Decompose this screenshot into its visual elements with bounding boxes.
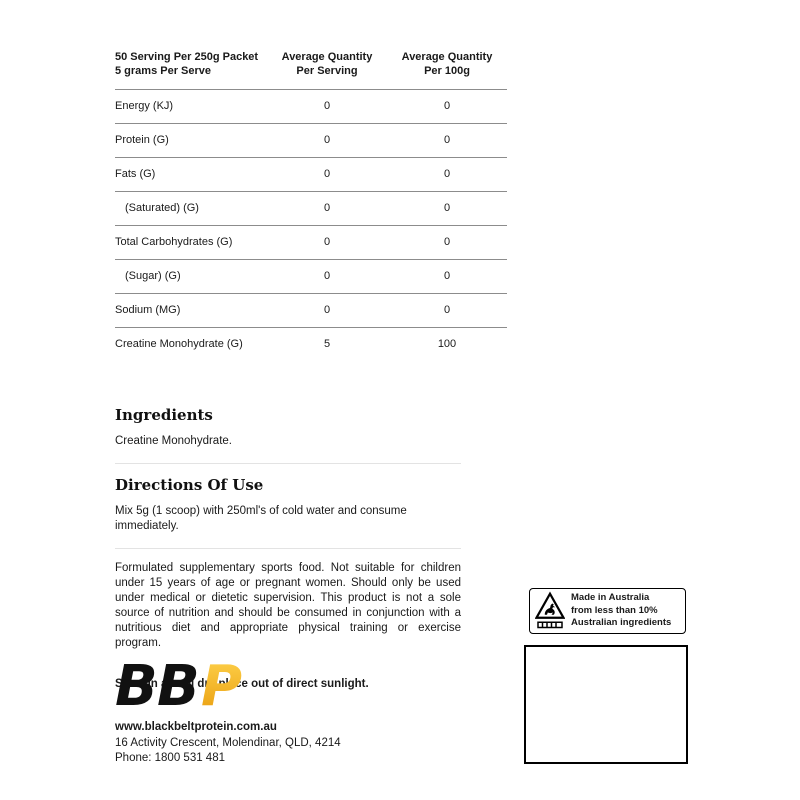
ingredients-heading: Ingredients [115,406,213,424]
row-per-serving: 0 [323,304,331,317]
advisory-text: Formulated supplementary sports food. Not suitable for children under 15 years of age or pregnant women. Should only be used under medical or dietetic supervision. This product is not a sole source of nutrition and should be consumed in conjunction with a nutritious diet and appropriate physical training or exercise program. [115,562,461,650]
mia-line3: Australian ingredients [571,617,672,629]
row-per-100g: 0 [443,100,451,113]
row-label: (Saturated) (G) [125,202,199,215]
per-serving-line2: Per Serving [296,65,358,78]
table-row-energy [115,90,507,124]
mia-line2: from less than 10% [571,604,658,616]
row-per-100g: 0 [443,270,451,283]
logo-letter-b1: B [115,658,158,712]
column-header-per-serving [267,50,387,79]
serving-info-line1: 50 Serving Per 250g Packet [115,51,259,63]
made-in-australia-badge [529,588,686,634]
website-text: www.blackbeltprotein.com.au [115,721,277,733]
row-label: Sodium (MG) [115,304,181,317]
row-per-100g: 0 [443,236,451,249]
row-per-serving: 0 [323,202,331,215]
info-sections [115,406,461,692]
serving-info [115,50,267,79]
row-per-100g: 0 [443,202,451,215]
directions-text: Mix 5g (1 scoop) with 250ml's of cold water and consume immediately. [115,504,407,532]
brand-footer [115,658,341,767]
row-per-serving: 0 [323,168,331,181]
row-label: (Sugar) (G) [125,270,181,283]
per-serving-line1: Average Quantity [281,51,373,63]
per-100g-line1: Average Quantity [401,51,493,63]
table-row-carbohydrates [115,226,507,260]
mia-line1: Made in Australia [571,591,650,603]
row-label: Fats (G) [115,168,156,181]
nutrition-table [115,50,507,361]
column-header-per-100g [387,50,507,79]
row-per-100g: 0 [443,134,451,147]
table-row-protein [115,124,507,158]
storage-instruction: Store in a cool dry place out of direct sunlight. [115,678,369,691]
kangaroo-triangle-icon [535,591,565,631]
logo-letter-b2: B [157,658,200,712]
directions-heading: Directions Of Use [115,475,264,494]
section-divider [115,463,461,464]
row-label: Protein (G) [115,134,169,147]
row-label: Total Carbohydrates (G) [115,236,233,249]
ingredients-text: Creatine Monohydrate. [115,434,232,447]
per-100g-line2: Per 100g [424,65,470,78]
phone-text: Phone: 1800 531 481 [115,752,225,764]
address-text: 16 Activity Crescent, Molendinar, QLD, 4214 [115,736,341,749]
serving-info-line2: 5 grams Per Serve [115,65,212,78]
logo-letter-p: P [201,658,243,712]
row-per-100g: 0 [443,168,451,181]
barcode-placeholder-box [524,645,688,764]
made-in-australia-text [571,592,671,630]
row-per-serving: 0 [323,134,331,147]
row-per-serving: 0 [323,270,331,283]
row-per-serving: 0 [323,236,331,249]
table-row-fats [115,158,507,192]
table-row-creatine [115,328,507,361]
nutrition-table-header [115,50,507,90]
table-row-sodium [115,294,507,328]
table-row-sugar [115,260,507,294]
row-per-100g: 100 [437,338,457,351]
section-divider [115,548,461,549]
bbp-logo [115,658,257,712]
row-per-serving: 0 [323,100,331,113]
table-row-saturated [115,192,507,226]
row-per-100g: 0 [443,304,451,317]
row-label: Energy (KJ) [115,100,174,113]
row-label: Creatine Monohydrate (G) [115,338,243,351]
row-per-serving: 5 [323,338,331,351]
